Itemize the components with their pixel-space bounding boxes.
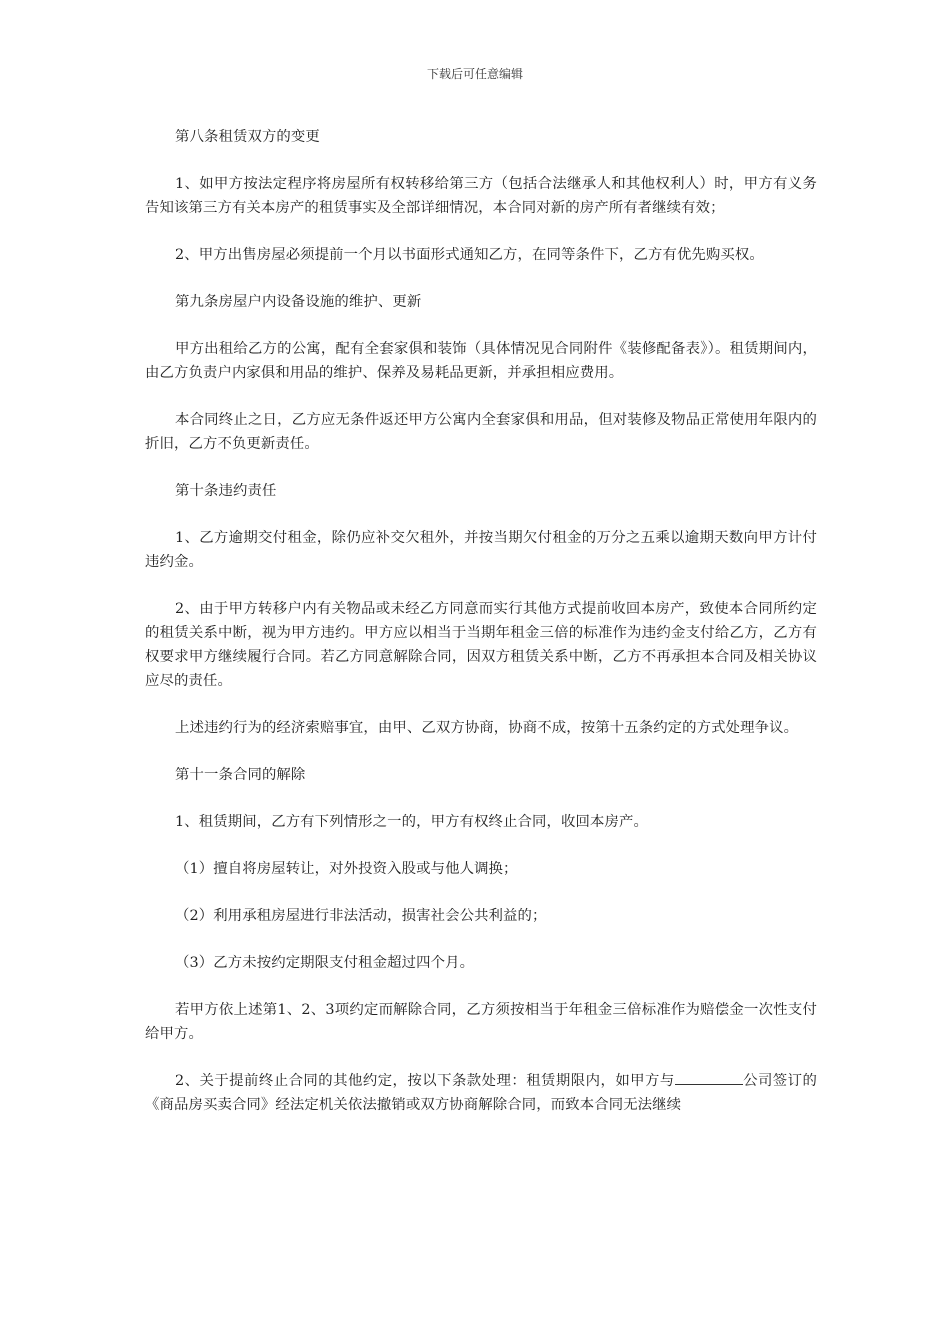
clause-11-2-text-start: 2、关于提前终止合同的其他约定，按以下条款处理：租赁期限内，如甲方与 — [175, 1073, 675, 1089]
section-heading-8: 第八条租赁双方的变更 — [175, 129, 320, 145]
clause-11-1: 1、租赁期间，乙方有下列情形之一的，甲方有权终止合同，收回本房产。 — [175, 814, 648, 830]
clause-8-2: 2、甲方出售房屋必须提前一个月以书面形式通知乙方，在同等条件下，乙方有优先购买权。 — [175, 247, 764, 263]
clause-10-2: 2、由于甲方转移户内有关物品或未经乙方同意而实行其他方式提前收回本房产，致使本合同所约定的租赁关系中断，视为甲方违约。甲方应以相当于当期年租金三倍的标准作为违约金支付给乙方，乙方有权要求甲方继续履行合同。若乙方同意解除合同，因双方租赁关系中断，乙方不再承担本合同及相关协议应尽的责任。 — [145, 601, 817, 689]
header-note: 下载后可任意编辑 — [426, 67, 523, 81]
clause-10-3: 上述违约行为的经济索赔事宜，由甲、乙双方协商，协商不成，按第十五条约定的方式处理争议。 — [175, 720, 799, 736]
clause-11-1-item-3: （3）乙方未按约定期限支付租金超过四个月。 — [175, 955, 475, 971]
section-heading-9: 第九条房屋户内设备设施的维护、更新 — [175, 294, 422, 310]
clause-11-1-item-2: （2）利用承租房屋进行非法活动，损害社会公共利益的； — [175, 908, 547, 924]
clause-9-1: 甲方出租给乙方的公寓，配有全套家俱和装饰（具体情况见合同附件《装修配备表》）。租赁期间内，由乙方负责户内家俱和用品的维护、保养及易耗品更新，并承担相应费用。 — [145, 341, 817, 381]
clause-11-1-compensation: 若甲方依上述第1、2、3项约定而解除合同，乙方须按相当于年租金三倍标准作为赔偿金一次性支付给甲方。 — [145, 1002, 817, 1042]
section-heading-11: 第十一条合同的解除 — [175, 767, 306, 783]
section-heading-10: 第十条违约责任 — [175, 483, 277, 499]
clause-9-2: 本合同终止之日，乙方应无条件返还甲方公寓内全套家俱和用品，但对装修及物品正常使用年限内的折旧，乙方不负更新责任。 — [145, 412, 817, 452]
fill-in-blank — [675, 1070, 743, 1085]
clause-11-2-text-end: 公司签订的《商品房买卖合同》经法定机关依法撤销或双方协商解除合同，而致本合同无法继续 — [145, 1073, 817, 1113]
clause-8-1: 1、如甲方按法定程序将房屋所有权转移给第三方（包括合法继承人和其他权利人）时，甲方有义务告知该第三方有关本房产的租赁事实及全部详细情况，本合同对新的房产所有者继续有效； — [145, 176, 817, 216]
clause-10-1: 1、乙方逾期交付租金，除仍应补交欠租外，并按当期欠付租金的万分之五乘以逾期天数向甲方计付违约金。 — [145, 530, 817, 570]
document-body — [145, 125, 817, 1140]
clause-11-2 — [145, 1069, 817, 1117]
clause-11-1-item-1: （1）擅自将房屋转让，对外投资入股或与他人调换； — [175, 861, 518, 877]
